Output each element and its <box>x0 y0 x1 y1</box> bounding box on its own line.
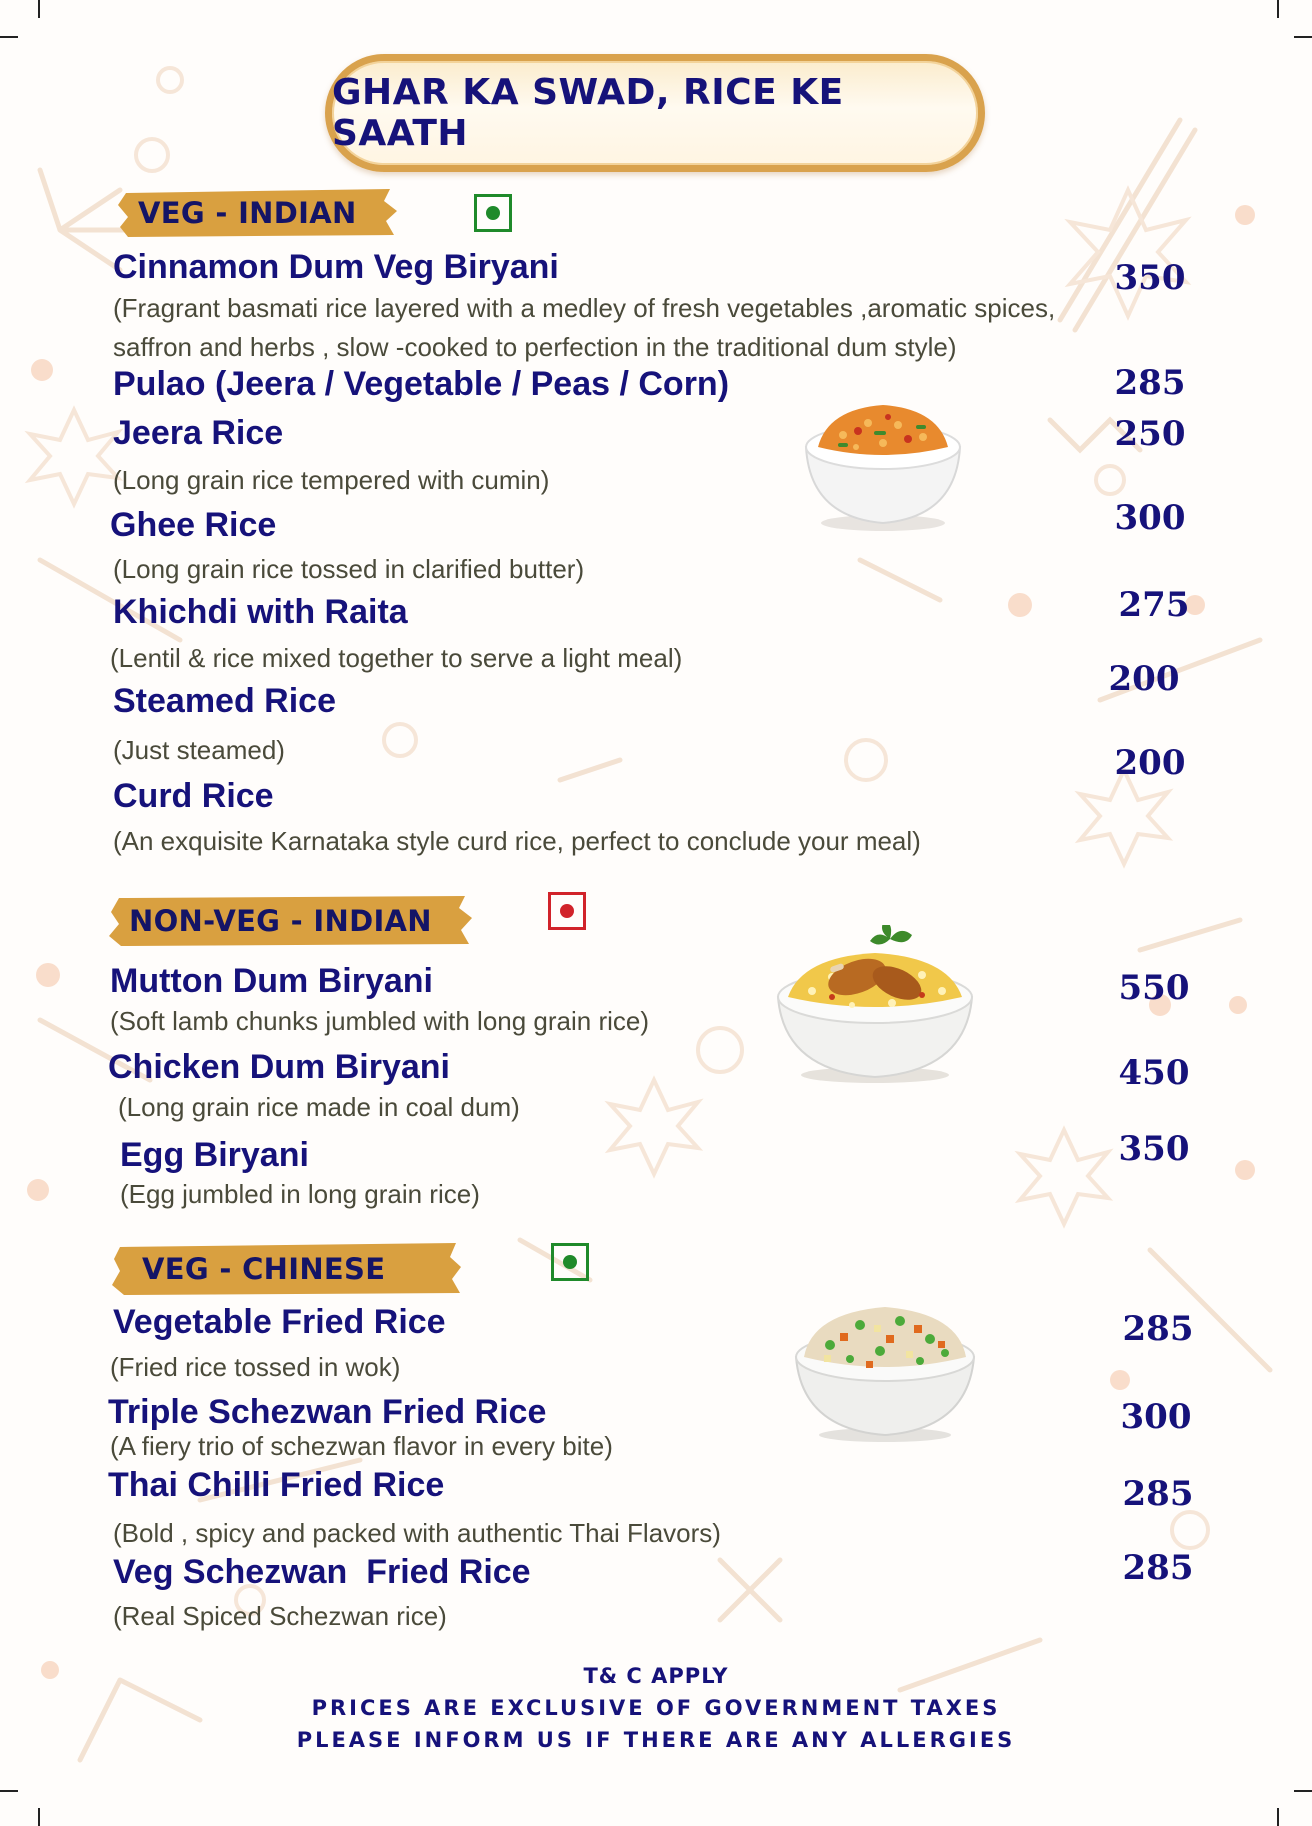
section-title: VEG - INDIAN <box>138 196 357 230</box>
item-name: Steamed Rice <box>113 682 336 720</box>
item-name: Cinnamon Dum Veg Biryani <box>113 248 559 286</box>
item-description: (Just steamed) <box>113 735 285 765</box>
item-name: Vegetable Fried Rice <box>113 1303 446 1341</box>
item-price: 550 <box>1118 968 1190 1008</box>
veg-symbol-icon <box>474 194 512 232</box>
item-price: 350 <box>1114 258 1186 298</box>
section-banner-veg-indian <box>118 187 398 239</box>
item-name: Triple Schezwan Fried Rice <box>108 1393 547 1431</box>
item-price: 350 <box>1118 1129 1190 1169</box>
crop-mark-bottom-right <box>1277 1808 1279 1826</box>
menu-title: GHAR KA SWAD, RICE KE SAATH <box>332 72 844 154</box>
item-description: (Long grain rice made in coal dum) <box>118 1092 520 1122</box>
veg-pulao-bowl-image <box>798 395 968 535</box>
item-description: (An exquisite Karnataka style curd rice, perfect to conclude your meal) <box>113 826 921 856</box>
section-title: VEG - CHINESE <box>142 1252 386 1286</box>
item-description: (Fried rice tossed in wok) <box>110 1352 401 1382</box>
item-price: 300 <box>1114 498 1186 538</box>
item-price: 275 <box>1118 585 1190 625</box>
item-description: (Bold , spicy and packed with authentic Thai Flavors) <box>113 1518 721 1548</box>
item-price: 200 <box>1114 743 1186 783</box>
footer-allergy-note: PLEASE INFORM US IF THERE ARE ANY ALLERGIES <box>296 1728 1016 1752</box>
item-name: Chicken Dum Biryani <box>108 1048 450 1086</box>
item-description: (Lentil & rice mixed together to serve a light meal) <box>110 643 683 673</box>
item-description: (Fragrant basmati rice layered with a medley of fresh vegetables ,aromatic spices, <box>113 293 1056 323</box>
item-description: (Soft lamb chunks jumbled with long grain rice) <box>110 1006 650 1036</box>
item-price: 285 <box>1122 1474 1194 1514</box>
item-price: 200 <box>1108 659 1180 699</box>
item-price: 300 <box>1120 1397 1192 1437</box>
section-banner-non-veg-indian <box>109 894 473 948</box>
item-price: 285 <box>1114 363 1186 403</box>
item-name: Pulao (Jeera / Vegetable / Peas / Corn) <box>113 365 730 403</box>
item-price: 285 <box>1122 1548 1194 1588</box>
item-name: Thai Chilli Fried Rice <box>108 1466 445 1504</box>
item-name: Egg Biryani <box>120 1136 309 1174</box>
section-banner-veg-chinese <box>112 1241 462 1297</box>
item-name: Jeera Rice <box>113 414 284 452</box>
non-veg-symbol-icon <box>548 892 586 930</box>
item-description: (A fiery trio of schezwan flavor in every bite) <box>110 1431 613 1461</box>
item-name: Khichdi with Raita <box>113 593 408 631</box>
item-description: (Real Spiced Schezwan rice) <box>113 1601 447 1631</box>
item-description: saffron and herbs , slow -cooked to perfection in the traditional dum style) <box>113 332 957 362</box>
crop-mark-bottom-left-h <box>0 1790 18 1792</box>
item-description: (Long grain rice tossed in clarified butter) <box>113 554 585 584</box>
item-price: 450 <box>1118 1053 1190 1093</box>
footer-terms: T& C APPLY <box>583 1664 729 1688</box>
item-name: Curd Rice <box>113 777 274 815</box>
item-description: (Egg jumbled in long grain rice) <box>120 1179 480 1209</box>
footer-taxes-note: PRICES ARE EXCLUSIVE OF GOVERNMENT TAXES <box>311 1696 1001 1720</box>
crop-mark-top-left <box>38 0 40 18</box>
section-title: NON-VEG - INDIAN <box>129 904 432 938</box>
chicken-biryani-bowl-image <box>772 925 978 1087</box>
crop-mark-bottom-right-h <box>1294 1790 1312 1792</box>
menu-title-banner <box>325 54 985 172</box>
crop-mark-top-right <box>1277 0 1279 18</box>
item-name: Ghee Rice <box>110 506 277 544</box>
veg-symbol-icon <box>551 1243 589 1281</box>
crop-mark-top-left-h <box>0 36 18 38</box>
crop-mark-bottom-left <box>38 1808 40 1826</box>
item-price: 285 <box>1122 1309 1194 1349</box>
item-description: (Long grain rice tempered with cumin) <box>113 465 550 495</box>
veg-fried-rice-bowl-image <box>790 1295 980 1445</box>
item-price: 250 <box>1114 414 1186 454</box>
item-name: Mutton Dum Biryani <box>110 962 433 1000</box>
item-name: Veg Schezwan Fried Rice <box>113 1553 531 1591</box>
crop-mark-top-right-h <box>1294 36 1312 38</box>
